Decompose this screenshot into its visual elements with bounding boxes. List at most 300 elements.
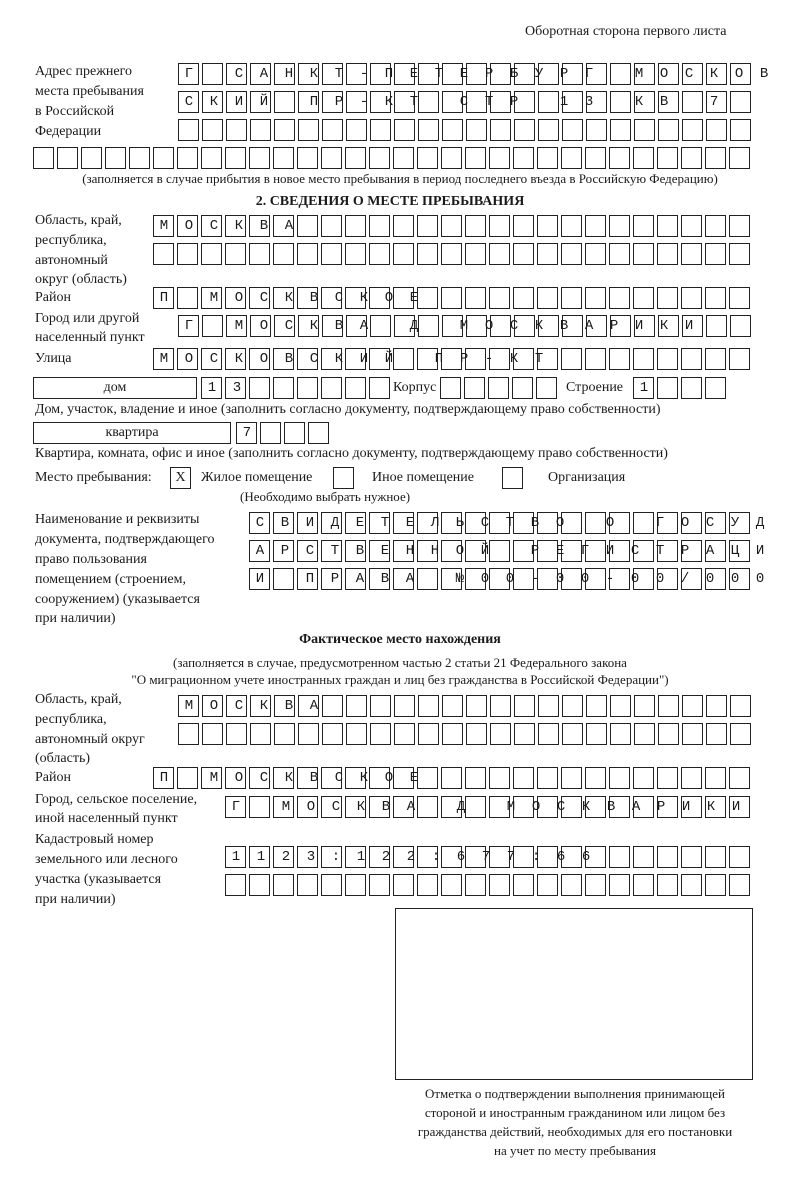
char-cell[interactable] bbox=[226, 63, 247, 85]
char-cell[interactable] bbox=[729, 512, 750, 534]
char-cell[interactable] bbox=[297, 215, 318, 237]
actual-district-row[interactable] bbox=[153, 767, 750, 789]
char-cell[interactable] bbox=[441, 147, 462, 169]
char-cell[interactable] bbox=[178, 315, 199, 337]
char-cell[interactable] bbox=[153, 287, 174, 309]
char-cell[interactable] bbox=[537, 540, 558, 562]
char-cell[interactable] bbox=[249, 243, 270, 265]
char-cell[interactable] bbox=[490, 315, 511, 337]
char-cell[interactable] bbox=[729, 215, 750, 237]
char-cell[interactable] bbox=[298, 695, 319, 717]
char-cell[interactable] bbox=[465, 846, 486, 868]
char-cell[interactable] bbox=[489, 540, 510, 562]
char-cell[interactable] bbox=[274, 695, 295, 717]
char-cell[interactable] bbox=[465, 348, 486, 370]
char-cell[interactable] bbox=[345, 348, 366, 370]
char-cell[interactable] bbox=[321, 874, 342, 896]
char-cell[interactable] bbox=[249, 377, 270, 399]
char-cell[interactable] bbox=[465, 540, 486, 562]
char-cell[interactable] bbox=[225, 243, 246, 265]
char-cell[interactable] bbox=[537, 874, 558, 896]
char-cell[interactable] bbox=[657, 348, 678, 370]
char-cell[interactable] bbox=[273, 377, 294, 399]
char-cell[interactable] bbox=[633, 846, 654, 868]
char-cell[interactable] bbox=[394, 91, 415, 113]
prev-address-row-4[interactable] bbox=[33, 147, 750, 169]
char-cell[interactable] bbox=[417, 796, 438, 818]
char-cell[interactable] bbox=[706, 91, 727, 113]
char-cell[interactable] bbox=[297, 874, 318, 896]
char-cell[interactable] bbox=[250, 723, 271, 745]
char-cell[interactable] bbox=[729, 874, 750, 896]
char-cell[interactable] bbox=[681, 348, 702, 370]
char-cell[interactable] bbox=[393, 796, 414, 818]
char-cell[interactable] bbox=[586, 63, 607, 85]
char-cell[interactable] bbox=[730, 119, 751, 141]
char-cell[interactable] bbox=[657, 767, 678, 789]
char-cell[interactable] bbox=[658, 91, 679, 113]
char-cell[interactable] bbox=[513, 215, 534, 237]
char-cell[interactable] bbox=[322, 119, 343, 141]
char-cell[interactable] bbox=[706, 63, 727, 85]
char-cell[interactable] bbox=[442, 695, 463, 717]
char-cell[interactable] bbox=[585, 568, 606, 590]
char-cell[interactable] bbox=[202, 63, 223, 85]
char-cell[interactable] bbox=[586, 695, 607, 717]
char-cell[interactable] bbox=[489, 215, 510, 237]
doc-row-3[interactable] bbox=[249, 568, 781, 590]
cadastre-row-1[interactable] bbox=[225, 846, 750, 868]
char-cell[interactable] bbox=[586, 315, 607, 337]
char-cell[interactable] bbox=[585, 147, 606, 169]
char-cell[interactable] bbox=[658, 63, 679, 85]
char-cell[interactable] bbox=[178, 695, 199, 717]
char-cell[interactable] bbox=[394, 63, 415, 85]
char-cell[interactable] bbox=[394, 119, 415, 141]
char-cell[interactable] bbox=[489, 796, 510, 818]
char-cell[interactable] bbox=[274, 91, 295, 113]
char-cell[interactable] bbox=[369, 568, 390, 590]
char-cell[interactable] bbox=[321, 287, 342, 309]
char-cell[interactable] bbox=[561, 348, 582, 370]
char-cell[interactable] bbox=[730, 315, 751, 337]
char-cell[interactable] bbox=[225, 348, 246, 370]
char-cell[interactable] bbox=[465, 568, 486, 590]
char-cell[interactable] bbox=[418, 695, 439, 717]
char-cell[interactable] bbox=[322, 315, 343, 337]
char-cell[interactable] bbox=[634, 723, 655, 745]
char-cell[interactable] bbox=[345, 377, 366, 399]
char-cell[interactable] bbox=[537, 846, 558, 868]
char-cell[interactable] bbox=[681, 874, 702, 896]
char-cell[interactable] bbox=[418, 315, 439, 337]
char-cell[interactable] bbox=[225, 147, 246, 169]
char-cell[interactable] bbox=[249, 287, 270, 309]
char-cell[interactable] bbox=[705, 874, 726, 896]
char-cell[interactable] bbox=[681, 568, 702, 590]
char-cell[interactable] bbox=[369, 243, 390, 265]
char-cell[interactable] bbox=[682, 63, 703, 85]
char-cell[interactable] bbox=[370, 723, 391, 745]
char-cell[interactable] bbox=[609, 512, 630, 534]
char-cell[interactable] bbox=[370, 695, 391, 717]
flat-number-row[interactable] bbox=[236, 422, 329, 444]
char-cell[interactable] bbox=[201, 377, 222, 399]
char-cell[interactable] bbox=[705, 540, 726, 562]
char-cell[interactable] bbox=[442, 723, 463, 745]
char-cell[interactable] bbox=[442, 119, 463, 141]
char-cell[interactable] bbox=[201, 767, 222, 789]
char-cell[interactable] bbox=[370, 91, 391, 113]
char-cell[interactable] bbox=[537, 767, 558, 789]
char-cell[interactable] bbox=[201, 215, 222, 237]
char-cell[interactable] bbox=[705, 215, 726, 237]
char-cell[interactable] bbox=[633, 243, 654, 265]
char-cell[interactable] bbox=[562, 63, 583, 85]
char-cell[interactable] bbox=[682, 723, 703, 745]
char-cell[interactable] bbox=[153, 348, 174, 370]
char-cell[interactable] bbox=[321, 215, 342, 237]
char-cell[interactable] bbox=[369, 512, 390, 534]
char-cell[interactable] bbox=[226, 91, 247, 113]
char-cell[interactable] bbox=[393, 540, 414, 562]
char-cell[interactable] bbox=[657, 846, 678, 868]
char-cell[interactable] bbox=[178, 723, 199, 745]
char-cell[interactable] bbox=[514, 723, 535, 745]
char-cell[interactable] bbox=[561, 287, 582, 309]
building-row[interactable] bbox=[633, 377, 726, 399]
char-cell[interactable] bbox=[441, 540, 462, 562]
char-cell[interactable] bbox=[370, 315, 391, 337]
char-cell[interactable] bbox=[562, 91, 583, 113]
char-cell[interactable] bbox=[202, 723, 223, 745]
char-cell[interactable] bbox=[489, 287, 510, 309]
char-cell[interactable] bbox=[681, 846, 702, 868]
char-cell[interactable] bbox=[586, 91, 607, 113]
char-cell[interactable] bbox=[730, 91, 751, 113]
char-cell[interactable] bbox=[490, 695, 511, 717]
char-cell[interactable] bbox=[322, 695, 343, 717]
char-cell[interactable] bbox=[609, 796, 630, 818]
char-cell[interactable] bbox=[345, 540, 366, 562]
char-cell[interactable] bbox=[250, 315, 271, 337]
char-cell[interactable] bbox=[681, 377, 702, 399]
char-cell[interactable] bbox=[153, 147, 174, 169]
char-cell[interactable] bbox=[729, 243, 750, 265]
char-cell[interactable] bbox=[297, 767, 318, 789]
char-cell[interactable] bbox=[225, 796, 246, 818]
char-cell[interactable] bbox=[57, 147, 78, 169]
char-cell[interactable] bbox=[561, 147, 582, 169]
char-cell[interactable] bbox=[705, 796, 726, 818]
char-cell[interactable] bbox=[465, 796, 486, 818]
char-cell[interactable] bbox=[466, 119, 487, 141]
char-cell[interactable] bbox=[297, 796, 318, 818]
char-cell[interactable] bbox=[394, 315, 415, 337]
char-cell[interactable] bbox=[609, 348, 630, 370]
char-cell[interactable] bbox=[466, 91, 487, 113]
char-cell[interactable] bbox=[249, 874, 270, 896]
char-cell[interactable] bbox=[321, 846, 342, 868]
char-cell[interactable] bbox=[273, 846, 294, 868]
option-other-checkbox[interactable] bbox=[333, 467, 354, 489]
char-cell[interactable] bbox=[634, 315, 655, 337]
char-cell[interactable] bbox=[466, 695, 487, 717]
char-cell[interactable] bbox=[441, 243, 462, 265]
char-cell[interactable] bbox=[369, 147, 390, 169]
char-cell[interactable] bbox=[249, 568, 270, 590]
char-cell[interactable] bbox=[730, 723, 751, 745]
char-cell[interactable] bbox=[609, 215, 630, 237]
char-cell[interactable] bbox=[177, 243, 198, 265]
char-cell[interactable] bbox=[321, 348, 342, 370]
char-cell[interactable] bbox=[225, 846, 246, 868]
char-cell[interactable] bbox=[633, 512, 654, 534]
char-cell[interactable] bbox=[346, 91, 367, 113]
char-cell[interactable] bbox=[297, 287, 318, 309]
char-cell[interactable] bbox=[633, 540, 654, 562]
char-cell[interactable] bbox=[489, 512, 510, 534]
char-cell[interactable] bbox=[562, 315, 583, 337]
char-cell[interactable] bbox=[226, 119, 247, 141]
option-organization-checkbox[interactable] bbox=[502, 467, 523, 489]
char-cell[interactable] bbox=[681, 243, 702, 265]
char-cell[interactable] bbox=[297, 568, 318, 590]
char-cell[interactable] bbox=[345, 767, 366, 789]
char-cell[interactable] bbox=[441, 568, 462, 590]
char-cell[interactable] bbox=[369, 377, 390, 399]
char-cell[interactable] bbox=[464, 377, 485, 399]
char-cell[interactable] bbox=[466, 315, 487, 337]
char-cell[interactable] bbox=[369, 348, 390, 370]
char-cell[interactable] bbox=[609, 874, 630, 896]
char-cell[interactable] bbox=[729, 287, 750, 309]
char-cell[interactable] bbox=[201, 348, 222, 370]
char-cell[interactable] bbox=[562, 119, 583, 141]
char-cell[interactable] bbox=[562, 723, 583, 745]
char-cell[interactable] bbox=[297, 512, 318, 534]
char-cell[interactable] bbox=[321, 147, 342, 169]
char-cell[interactable] bbox=[177, 215, 198, 237]
char-cell[interactable] bbox=[273, 147, 294, 169]
char-cell[interactable] bbox=[657, 287, 678, 309]
char-cell[interactable] bbox=[417, 512, 438, 534]
char-cell[interactable] bbox=[489, 243, 510, 265]
char-cell[interactable] bbox=[513, 568, 534, 590]
char-cell[interactable] bbox=[657, 377, 678, 399]
char-cell[interactable] bbox=[537, 287, 558, 309]
char-cell[interactable] bbox=[417, 243, 438, 265]
char-cell[interactable] bbox=[345, 568, 366, 590]
char-cell[interactable] bbox=[441, 874, 462, 896]
char-cell[interactable] bbox=[585, 796, 606, 818]
char-cell[interactable] bbox=[634, 119, 655, 141]
char-cell[interactable] bbox=[249, 846, 270, 868]
char-cell[interactable] bbox=[274, 315, 295, 337]
char-cell[interactable] bbox=[562, 695, 583, 717]
char-cell[interactable] bbox=[418, 63, 439, 85]
char-cell[interactable] bbox=[657, 147, 678, 169]
char-cell[interactable] bbox=[513, 287, 534, 309]
char-cell[interactable] bbox=[658, 723, 679, 745]
char-cell[interactable] bbox=[298, 315, 319, 337]
char-cell[interactable] bbox=[345, 147, 366, 169]
char-cell[interactable] bbox=[561, 767, 582, 789]
char-cell[interactable] bbox=[225, 767, 246, 789]
char-cell[interactable] bbox=[249, 540, 270, 562]
char-cell[interactable] bbox=[393, 287, 414, 309]
actual-city-row[interactable] bbox=[225, 796, 757, 818]
char-cell[interactable] bbox=[536, 377, 557, 399]
char-cell[interactable] bbox=[393, 568, 414, 590]
char-cell[interactable] bbox=[250, 695, 271, 717]
char-cell[interactable] bbox=[441, 512, 462, 534]
char-cell[interactable] bbox=[634, 91, 655, 113]
char-cell[interactable] bbox=[561, 568, 582, 590]
char-cell[interactable] bbox=[610, 119, 631, 141]
char-cell[interactable] bbox=[610, 63, 631, 85]
char-cell[interactable] bbox=[585, 874, 606, 896]
char-cell[interactable] bbox=[706, 695, 727, 717]
char-cell[interactable] bbox=[466, 63, 487, 85]
region-row-2[interactable] bbox=[153, 243, 750, 265]
char-cell[interactable] bbox=[633, 377, 654, 399]
char-cell[interactable] bbox=[538, 91, 559, 113]
char-cell[interactable] bbox=[538, 315, 559, 337]
char-cell[interactable] bbox=[418, 119, 439, 141]
char-cell[interactable] bbox=[634, 63, 655, 85]
prev-address-row-3[interactable] bbox=[178, 119, 751, 141]
char-cell[interactable] bbox=[321, 377, 342, 399]
char-cell[interactable] bbox=[369, 874, 390, 896]
char-cell[interactable] bbox=[729, 568, 750, 590]
char-cell[interactable] bbox=[513, 512, 534, 534]
char-cell[interactable] bbox=[610, 315, 631, 337]
prev-address-row-2[interactable] bbox=[178, 91, 751, 113]
char-cell[interactable] bbox=[513, 348, 534, 370]
char-cell[interactable] bbox=[633, 767, 654, 789]
char-cell[interactable] bbox=[538, 119, 559, 141]
char-cell[interactable] bbox=[609, 243, 630, 265]
char-cell[interactable] bbox=[586, 723, 607, 745]
char-cell[interactable] bbox=[609, 287, 630, 309]
char-cell[interactable] bbox=[260, 422, 281, 444]
char-cell[interactable] bbox=[441, 796, 462, 818]
char-cell[interactable] bbox=[537, 147, 558, 169]
char-cell[interactable] bbox=[369, 287, 390, 309]
char-cell[interactable] bbox=[346, 695, 367, 717]
char-cell[interactable] bbox=[273, 243, 294, 265]
city-row[interactable] bbox=[178, 315, 751, 337]
char-cell[interactable] bbox=[706, 119, 727, 141]
char-cell[interactable] bbox=[308, 422, 329, 444]
char-cell[interactable] bbox=[346, 63, 367, 85]
char-cell[interactable] bbox=[513, 243, 534, 265]
char-cell[interactable] bbox=[201, 287, 222, 309]
char-cell[interactable] bbox=[681, 767, 702, 789]
char-cell[interactable] bbox=[250, 91, 271, 113]
char-cell[interactable] bbox=[537, 796, 558, 818]
char-cell[interactable] bbox=[609, 767, 630, 789]
char-cell[interactable] bbox=[249, 796, 270, 818]
char-cell[interactable] bbox=[490, 63, 511, 85]
char-cell[interactable] bbox=[369, 540, 390, 562]
char-cell[interactable] bbox=[393, 215, 414, 237]
char-cell[interactable] bbox=[297, 377, 318, 399]
char-cell[interactable] bbox=[609, 147, 630, 169]
char-cell[interactable] bbox=[537, 348, 558, 370]
char-cell[interactable] bbox=[561, 540, 582, 562]
char-cell[interactable] bbox=[682, 695, 703, 717]
char-cell[interactable] bbox=[585, 215, 606, 237]
char-cell[interactable] bbox=[440, 377, 461, 399]
char-cell[interactable] bbox=[345, 846, 366, 868]
char-cell[interactable] bbox=[682, 91, 703, 113]
char-cell[interactable] bbox=[634, 695, 655, 717]
char-cell[interactable] bbox=[346, 119, 367, 141]
char-cell[interactable] bbox=[466, 723, 487, 745]
char-cell[interactable] bbox=[465, 243, 486, 265]
char-cell[interactable] bbox=[369, 796, 390, 818]
char-cell[interactable] bbox=[249, 215, 270, 237]
char-cell[interactable] bbox=[297, 846, 318, 868]
char-cell[interactable] bbox=[297, 540, 318, 562]
char-cell[interactable] bbox=[321, 243, 342, 265]
char-cell[interactable] bbox=[681, 512, 702, 534]
char-cell[interactable] bbox=[681, 796, 702, 818]
char-cell[interactable] bbox=[177, 767, 198, 789]
char-cell[interactable] bbox=[441, 287, 462, 309]
char-cell[interactable] bbox=[657, 568, 678, 590]
char-cell[interactable] bbox=[441, 215, 462, 237]
char-cell[interactable] bbox=[609, 846, 630, 868]
char-cell[interactable] bbox=[465, 147, 486, 169]
char-cell[interactable] bbox=[730, 695, 751, 717]
char-cell[interactable] bbox=[417, 874, 438, 896]
char-cell[interactable] bbox=[705, 147, 726, 169]
char-cell[interactable] bbox=[346, 723, 367, 745]
char-cell[interactable] bbox=[273, 874, 294, 896]
char-cell[interactable] bbox=[465, 287, 486, 309]
char-cell[interactable] bbox=[202, 119, 223, 141]
char-cell[interactable] bbox=[489, 767, 510, 789]
char-cell[interactable] bbox=[705, 512, 726, 534]
char-cell[interactable] bbox=[658, 119, 679, 141]
char-cell[interactable] bbox=[273, 796, 294, 818]
char-cell[interactable] bbox=[226, 723, 247, 745]
char-cell[interactable] bbox=[513, 147, 534, 169]
char-cell[interactable] bbox=[225, 377, 246, 399]
char-cell[interactable] bbox=[465, 874, 486, 896]
char-cell[interactable] bbox=[153, 767, 174, 789]
char-cell[interactable] bbox=[129, 147, 150, 169]
char-cell[interactable] bbox=[633, 287, 654, 309]
char-cell[interactable] bbox=[177, 287, 198, 309]
char-cell[interactable] bbox=[657, 796, 678, 818]
char-cell[interactable] bbox=[514, 315, 535, 337]
char-cell[interactable] bbox=[250, 119, 271, 141]
char-cell[interactable] bbox=[273, 512, 294, 534]
char-cell[interactable] bbox=[201, 243, 222, 265]
char-cell[interactable] bbox=[537, 215, 558, 237]
char-cell[interactable] bbox=[585, 540, 606, 562]
char-cell[interactable] bbox=[178, 63, 199, 85]
char-cell[interactable] bbox=[178, 91, 199, 113]
char-cell[interactable] bbox=[393, 874, 414, 896]
char-cell[interactable] bbox=[561, 796, 582, 818]
char-cell[interactable] bbox=[298, 91, 319, 113]
char-cell[interactable] bbox=[226, 695, 247, 717]
